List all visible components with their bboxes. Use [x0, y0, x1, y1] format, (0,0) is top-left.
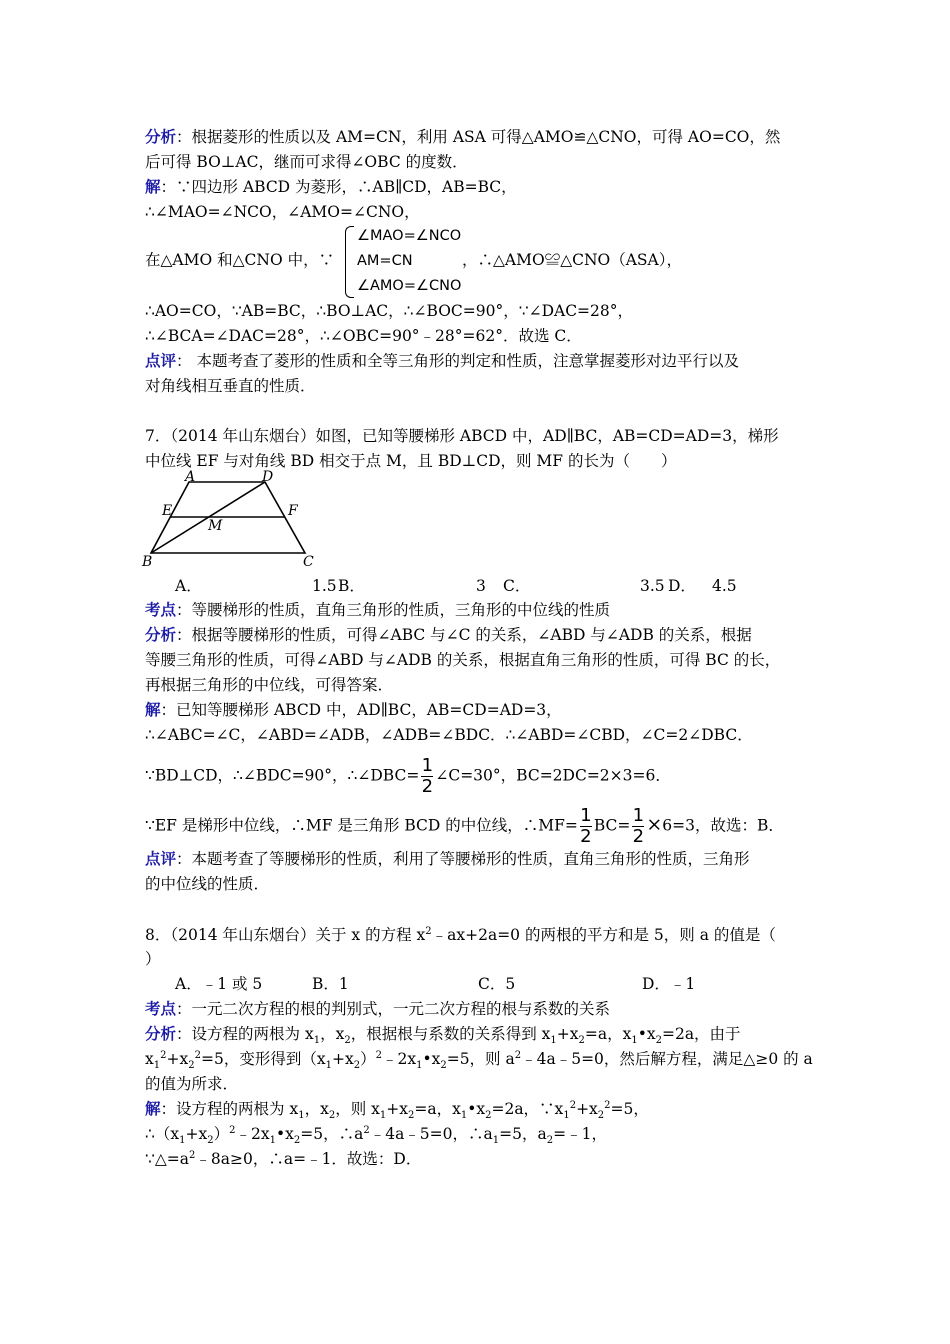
q7-option-a: A． — [175, 577, 202, 595]
left-brace — [345, 226, 354, 298]
q8-option-b: B．1 — [312, 975, 349, 993]
label-d: D — [262, 470, 274, 485]
q7-option-c: C． — [503, 577, 531, 595]
q8-analysis-line-3: 的值为所求． — [145, 1075, 239, 1093]
q7-analysis-line-2: 等腰三角形的性质，可得∠ABD 与∠ADB 的关系，根据直角三角形的性质，可得 BC 的长， — [145, 651, 781, 669]
review-label: 点评 — [145, 351, 177, 370]
q7-option-a-value: 1.5 — [312, 577, 337, 595]
q7-solution-line-2: ∴∠ABC=∠C，∠ABD=∠ADB，∠ADB=∠BDC．∴∠ABD=∠CBD，∠C=2∠DBC． — [145, 726, 753, 744]
q6-review-line-2: 对角线相互垂直的性质． — [145, 377, 316, 395]
system-row-1: ∠MAO=∠NCO — [357, 228, 462, 244]
q8-analysis-line-2: $x_1^2+x_2^2=5$，变形得到$(x_1+x_2)^2﹣2x_1•x_2=5$，则 $a^2﹣4a﹣5=0$，然后解方程，满足△≥0 的 a — [145, 1049, 813, 1072]
q7-stem-line-2: 中位线 EF 与对角线 BD 相交于点 M，且 BD⊥CD，则 MF 的长为（ ） — [145, 452, 677, 470]
solution-label: 解 — [145, 1099, 161, 1118]
analysis-label: 分析 — [145, 625, 177, 644]
q6-review-line-1: 点评： 本题考查了菱形的性质和全等三角形的判定和性质，注意掌握菱形对边平行以及 — [145, 351, 739, 370]
point-label: 考点 — [145, 600, 177, 619]
review-label: 点评 — [145, 849, 177, 868]
q8-option-d: D．﹣1 — [642, 975, 696, 993]
q7-review-line-1: 点评：本题考查了等腰梯形的性质，利用了等腰梯形的性质，直角三角形的性质，三角形 — [145, 849, 750, 868]
q6-analysis-line-2: 后可得 BO⊥AC，继而可求得∠OBC 的度数． — [145, 153, 468, 171]
q6-solution-line-4: ∴AO=CO，∵AB=BC，∴BO⊥AC，∴∠BOC=90°，∵∠DAC=28°， — [145, 302, 634, 320]
point-label: 考点 — [145, 999, 177, 1018]
q6-solution-line-3-post: ，∴△AMO≌△CNO（ASA）， — [462, 251, 682, 269]
q7-option-d: D． — [668, 577, 696, 595]
q7-stem-line-1: 7．（2014 年山东烟台）如图，已知等腰梯形 ABCD 中，AD∥BC，AB=CD=AD=3，梯形 — [145, 427, 779, 445]
analysis-label: 分析 — [145, 127, 177, 146]
q7-analysis-line-3: 再根据三角形的中位线，可得答案． — [145, 676, 394, 694]
trapezoid-figure — [140, 470, 330, 574]
q7-review-line-2: 的中位线的性质． — [145, 875, 270, 893]
label-a: A — [185, 470, 196, 485]
q6-solution-line-2: ∴∠MAO=∠NCO，∠AMO=∠CNO， — [145, 203, 420, 221]
q8-solution-line-3: $\because\triangle=a^2﹣8a\ge 0$，∴a=﹣1．故选：D． — [145, 1149, 422, 1168]
q7-option-d-value: 4.5 — [712, 577, 737, 595]
q8-point-line: 考点：一元二次方程的根的判别式，一元二次方程的根与系数的关系 — [145, 999, 611, 1018]
system-row-2: AM=CN — [357, 253, 413, 269]
q8-stem-line-1: 8．（2014 年山东烟台）关于 x 的方程 $x^2﹣ax+2a=0$ 的两根的平方和是 5，则 a 的值是（ — [145, 925, 776, 944]
solution-label: 解 — [145, 177, 161, 196]
fraction-half: $\frac{1}{2}$ — [580, 805, 592, 847]
q8-solution-line-1: 解：设方程的两根为 $x_1$，$x_2$，则 $x_1+x_2=a$，$x_1•x_2=2a$，$\because x_1^2+x_2^2=5$， — [145, 1099, 649, 1122]
q8-solution-line-2: $\therefore(x_1+x_2)^2﹣2x_1•x_2=5$，$\therefore a^2﹣4a﹣5=0$，$\therefore a_1=5$，$a_2=﹣1$， — [145, 1124, 607, 1147]
times-sign: × — [646, 813, 663, 836]
q7-point-line: 考点：等腰梯形的性质，直角三角形的性质，三角形的中位线的性质 — [145, 600, 611, 619]
q7-option-b: B． — [338, 577, 365, 595]
q6-solution-line-5: ∴∠BCA=∠DAC=28°，∴∠OBC=90°﹣28°=62°．故选 C． — [145, 327, 582, 345]
q7-analysis-line-1: 分析：根据等腰梯形的性质，可得∠ABC 与∠C 的关系，∠ABD 与∠ADB 的关系，根据 — [145, 625, 752, 644]
q6-solution-line-3-pre: 在△AMO 和△CNO 中，∵ — [145, 251, 335, 269]
q8-option-c: C．5 — [478, 975, 516, 993]
q8-stem-line-2: ） — [145, 950, 161, 968]
label-c: C — [303, 554, 314, 570]
label-e: E — [162, 503, 173, 519]
equation-system — [345, 224, 461, 299]
q8-option-a: A．﹣1 或 5 — [175, 975, 263, 993]
q7-solution-line-4: ∵EF 是梯形中位线，∴MF 是三角形 BCD 的中位线，∴MF= $\frac{1}{2}$ BC= $\frac{1}{2}$ ×6=3，故选：B． — [145, 805, 784, 847]
q7-solution-line-3: ∵BD⊥CD，∴∠BDC=90°，∴∠DBC= $\frac{1}{2}$ ∠C=30°，BC=2DC=2×3=6． — [145, 755, 671, 797]
label-m: M — [208, 518, 223, 534]
q6-analysis-line-1: 分析：根据菱形的性质以及 AM=CN，利用 ASA 可得△AMO≌△CNO，可得 AO=CO，然 — [145, 127, 781, 146]
analysis-label: 分析 — [145, 1024, 177, 1043]
q8-analysis-line-1: 分析：设方程的两根为 $x_1$，$x_2$，根据根与系数的关系得到 $x_1+x_2=a$，$x_1•x_2=2a$，由于 — [145, 1024, 741, 1047]
fraction-half: $\frac{1}{2}$ — [421, 755, 434, 797]
q7-solution-line-1: 解：已知等腰梯形 ABCD 中，AD∥BC，AB=CD=AD=3， — [145, 700, 562, 719]
fraction-half: $\frac{1}{2}$ — [632, 805, 645, 847]
q7-option-c-value: 3.5 — [640, 577, 665, 595]
label-b: B — [142, 554, 153, 570]
solution-label: 解 — [145, 700, 161, 719]
q7-option-b-value: 3 — [476, 577, 486, 595]
system-row-3: ∠AMO=∠CNO — [357, 278, 462, 294]
label-f: F — [288, 503, 298, 519]
q6-solution-line-1: 解：∵四边形 ABCD 为菱形，∴AB∥CD，AB=BC， — [145, 177, 517, 196]
